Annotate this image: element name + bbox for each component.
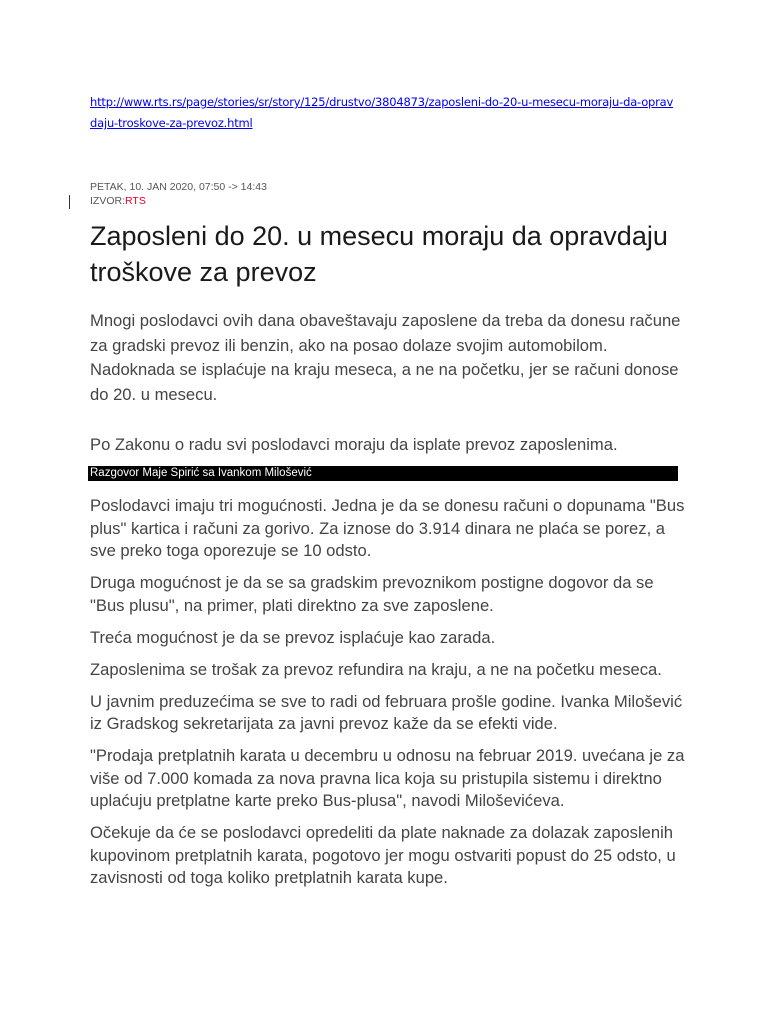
audio-caption: Razgovor Maje Spirić sa Ivankom Milošević xyxy=(90,467,312,479)
body-paragraph: Poslodavci imaju tri mogućnosti. Jedna je da se donesu računi o dopunama "Bus plus" kartica i računi za gorivo. Za iznose do 3.914 dinara ne plaća se porez, a sve preko toga oporezuje se 10 odsto. xyxy=(90,496,685,560)
body-paragraph: Očekuje da će se poslodavci opredeliti da plate naknade za dolazak zaposlenih kupovinom pretplatnih karata, pogotovo jer mogu ostvariti popust do 25 odsto, u zavisnosti od toga koliko pretplatnih karata kupe. xyxy=(90,823,676,887)
body-paragraph: Treća mogućnost je da se prevoz isplaćuje kao zarada. xyxy=(90,627,496,647)
text-cursor xyxy=(69,195,70,209)
source-line xyxy=(90,194,267,208)
audio-player-bar[interactable] xyxy=(88,466,678,481)
article-lead: Mnogi poslodavci ovih dana obaveštavaju zaposlene da treba da donesu račune za gradski prevoz ili benzin, ako na posao dolaze svojim automobilom. Nadoknada se isplaćuje na kraju meseca, a ne na početku, jer se računi donose do 20. u mesecu. xyxy=(90,311,681,404)
source-url-link[interactable]: http://www.rts.rs/page/stories/sr/story/125/drustvo/3804873/zaposleni-do-20-u-mesecu-moraju-da-opravdaju-troskove-za-prevoz.html xyxy=(90,95,674,130)
article-body xyxy=(90,495,690,899)
article-meta xyxy=(90,180,267,208)
body-paragraph: Druga mogućnost je da se sa gradskim prevoznikom postigne dogovor da se "Bus plusu", na primer, plati direktno za sve zaposlene. xyxy=(90,573,654,615)
source-name[interactable]: RTS xyxy=(125,195,146,207)
body-paragraph: "Prodaja pretplatnih karata u decembru u odnosu na februar 2019. uvećana je za više od 7.000 komada za nova pravna lica koja su pristupila sistemu i direktno uplaćuju pretplatne karte preko Bus-plusa", navodi Miloševićeva. xyxy=(90,746,685,810)
law-sentence: Po Zakonu o radu svi poslodavci moraju da isplate prevoz zaposlenima. xyxy=(90,435,618,454)
source-label: IZVOR: xyxy=(90,195,126,207)
article-headline: Zaposleni do 20. u mesecu moraju da opravdaju troškove za prevoz xyxy=(90,221,668,287)
date-line: PETAK, 10. JAN 2020, 07:50 -> 14:43 xyxy=(90,181,267,193)
body-paragraph: Zaposlenima se trošak za prevoz refundira na kraju, a ne na početku meseca. xyxy=(90,659,662,679)
body-paragraph: U javnim preduzećima se sve to radi od februara prošle godine. Ivanka Milošević iz Gradskog sekretarijata za javni prevoz kaže da se efekti vide. xyxy=(90,691,683,733)
